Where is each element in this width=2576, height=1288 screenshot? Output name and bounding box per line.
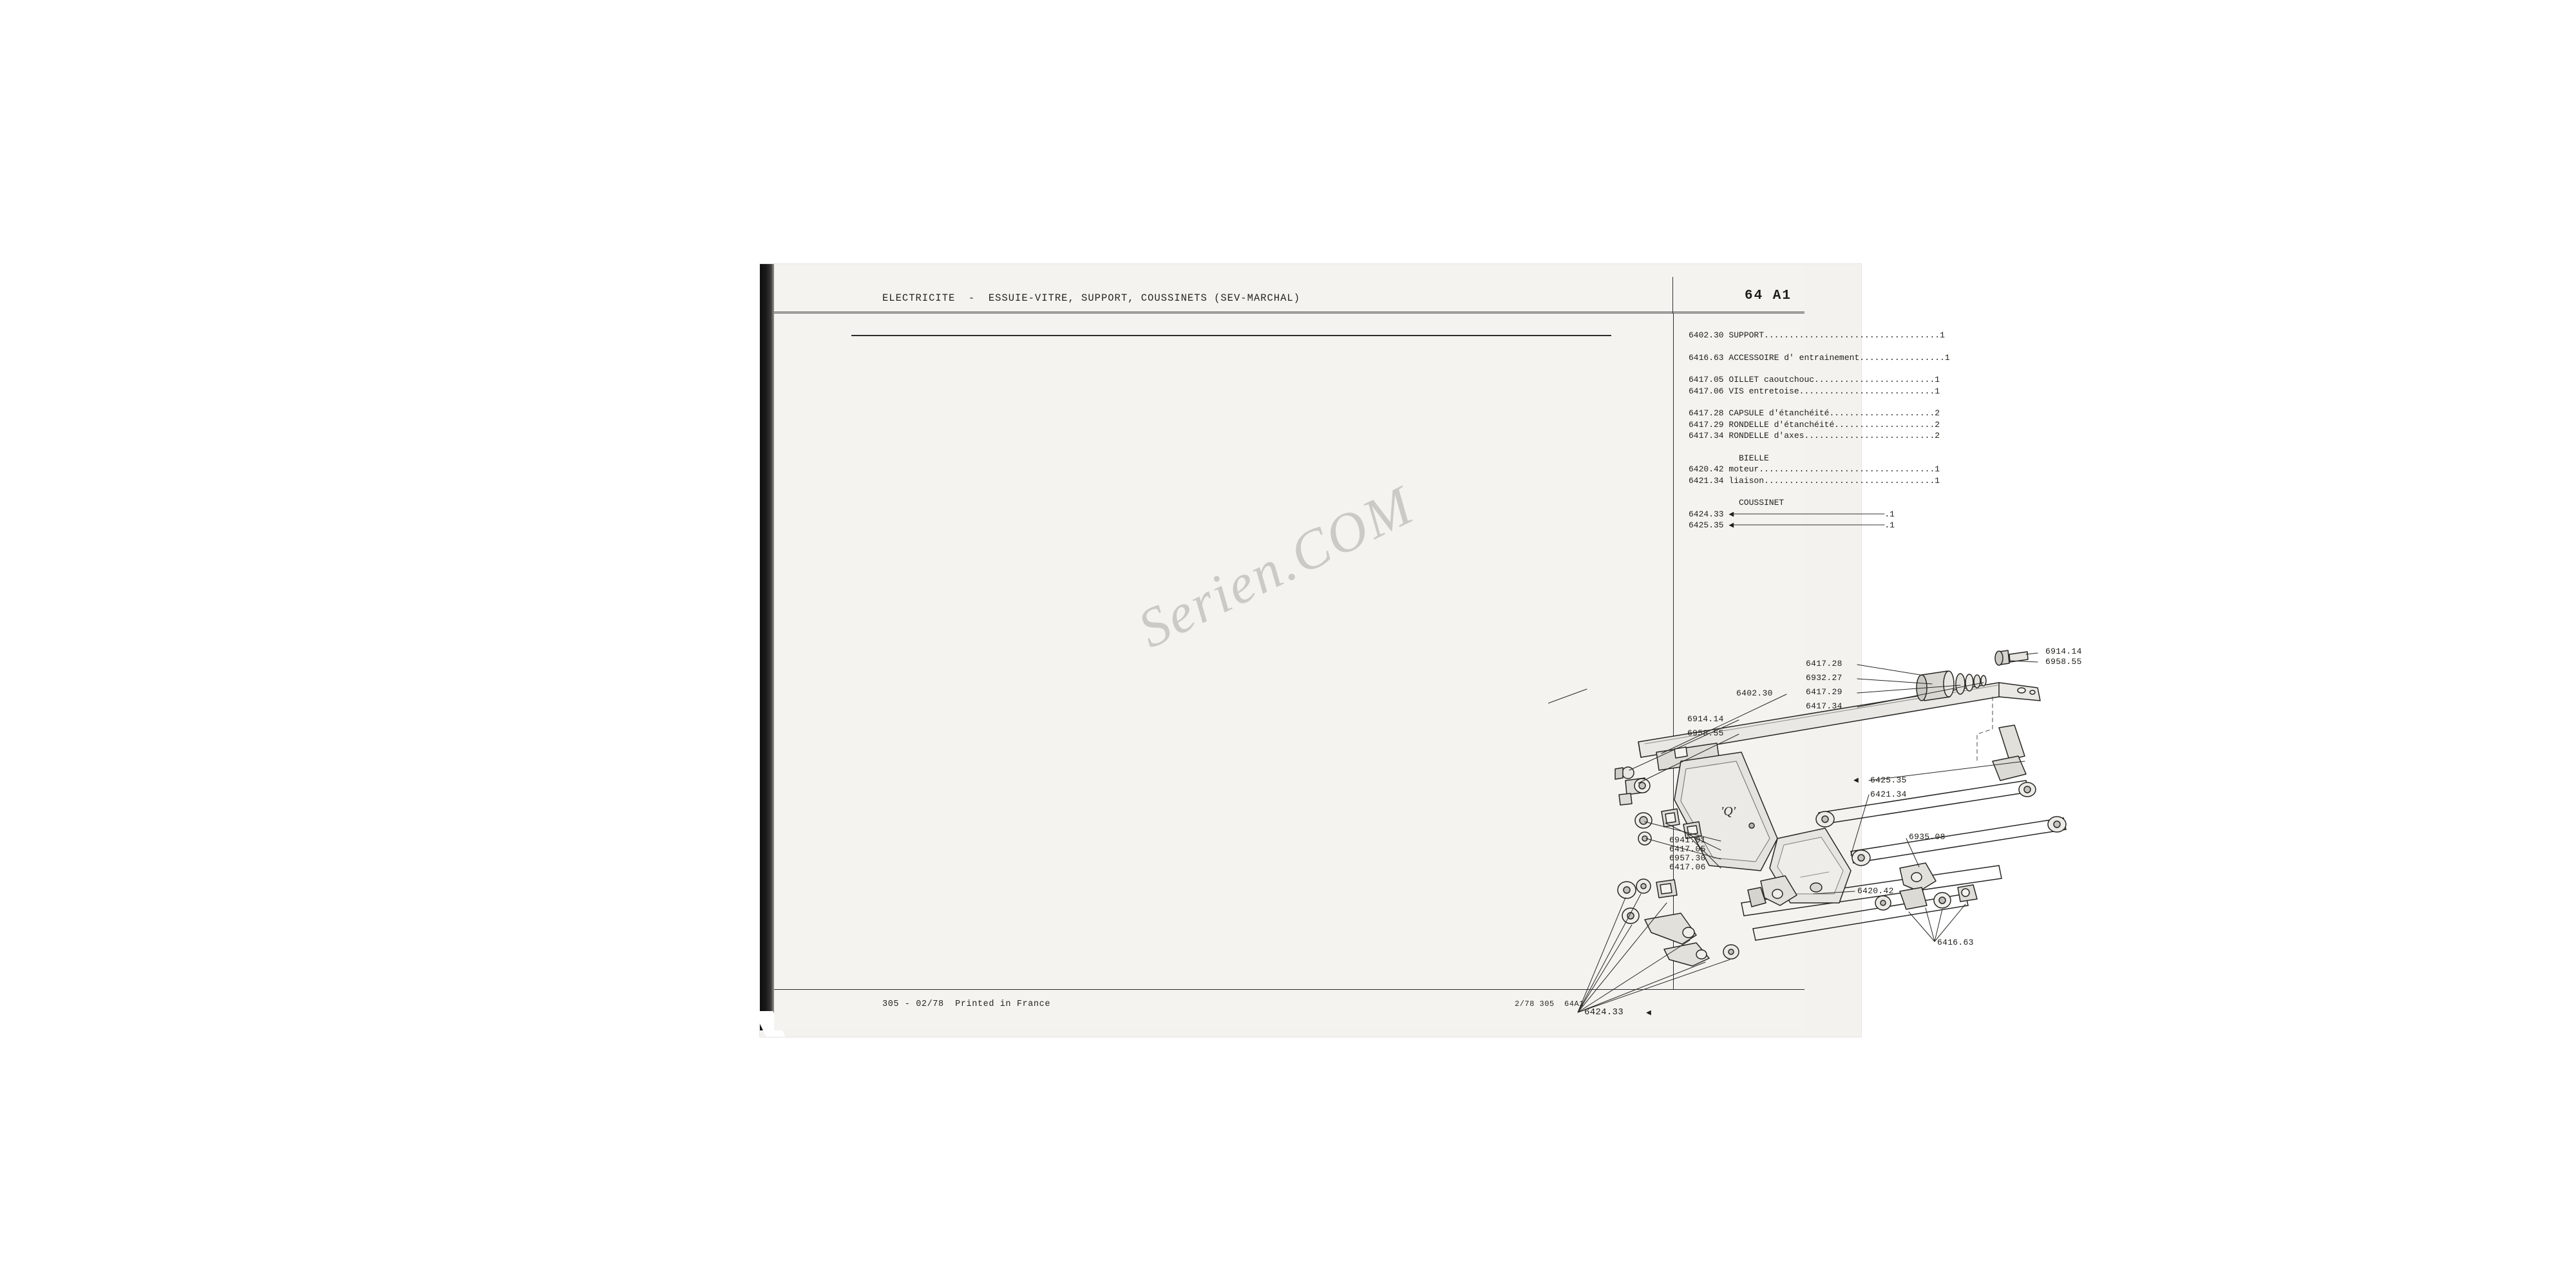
- part-dot-leader: ─────────────────────────────: [1739, 520, 1885, 530]
- part-reference: 6417.34: [1689, 431, 1724, 440]
- label-6421-34: 6421.34: [1870, 790, 1907, 799]
- title-underline-rule: [851, 335, 1611, 336]
- part-dot-leader: ..................................: [1759, 464, 1930, 474]
- part-dot-leader: ...................: [1834, 419, 1930, 430]
- label-6402-30: 6402.30: [1736, 688, 1773, 698]
- part-dot-leader: .......................: [1814, 375, 1930, 384]
- label-6914-14-left: 6914.14: [1687, 714, 1724, 724]
- part-description: CAPSULE d'étanchéité: [1728, 408, 1830, 418]
- diagram-svg: [1548, 568, 2318, 1257]
- part-reference: 6417.06: [1689, 386, 1724, 396]
- part-description: liaison: [1728, 475, 1765, 486]
- part-description: moteur: [1728, 464, 1759, 474]
- label-6425-35: 6425.35: [1870, 775, 1907, 785]
- label-6932-27: 6932.27: [1806, 673, 1842, 683]
- part-dot-leader: .................................: [1764, 475, 1930, 486]
- part-description: ACCESSOIRE d' entrainement: [1728, 352, 1860, 363]
- part-reference: 6425.35: [1689, 520, 1724, 530]
- label-6417-06: 6417.06: [1669, 862, 1706, 872]
- parts-list-row[interactable]: [1689, 330, 1945, 341]
- parts-list: [1689, 330, 1950, 531]
- part-quantity: .1: [1884, 520, 1895, 530]
- header-rule-shadow: [774, 313, 1804, 314]
- footer-print-info: 305 - 02/78 Printed in France: [882, 999, 1051, 1009]
- parts-list-row[interactable]: [1689, 430, 1940, 442]
- parts-list-row[interactable]: [1689, 352, 1950, 364]
- part-quantity: .1: [1929, 475, 1940, 486]
- part-quantity: .1: [1929, 464, 1940, 474]
- part-reference: 6416.63: [1689, 352, 1724, 363]
- part-dot-leader: ─────────────────────────────: [1739, 509, 1885, 519]
- label-6416-63: 6416.63: [1937, 938, 1974, 947]
- part-quantity: .2: [1929, 419, 1940, 430]
- label-6424-33: 6424.33: [1584, 1007, 1624, 1018]
- part-description: OILLET caoutchouc: [1728, 375, 1815, 384]
- part-reference: 6424.33: [1689, 509, 1724, 519]
- part-quantity: .1: [1884, 509, 1895, 519]
- parts-list-row[interactable]: [1689, 509, 1901, 520]
- part-description: RONDELLE d'axes: [1728, 431, 1804, 440]
- label-6958-55-left: 6958.55: [1687, 728, 1724, 738]
- book-binding-edge: [760, 264, 774, 1030]
- part-reference: 6402.30: [1689, 330, 1724, 340]
- part-dot-leader: ..................................: [1764, 330, 1935, 340]
- part-reference: 6417.28: [1689, 408, 1724, 418]
- part-quantity: .2: [1929, 408, 1940, 418]
- page-number-badge: 64 A1: [1744, 289, 1792, 303]
- label-6941-01: 6941.01: [1669, 835, 1706, 845]
- label-6425-35-arrow: ◀: [1853, 775, 1859, 785]
- footer-plate-code: 2/78 305 64A1: [1515, 999, 1584, 1009]
- part-quantity: .2: [1929, 431, 1940, 440]
- header-vertical-separator: [1672, 277, 1673, 313]
- label-6417-05: 6417.05: [1669, 844, 1706, 854]
- part-quantity: .1: [1929, 386, 1940, 396]
- part-description: SUPPORT: [1728, 330, 1765, 340]
- parts-list-row[interactable]: [1689, 374, 1940, 386]
- label-6417-34: 6417.34: [1806, 701, 1842, 711]
- parts-list-group-header: BIELLE: [1739, 453, 1769, 463]
- svg-text:'Q': 'Q': [1721, 804, 1736, 819]
- parts-list-row[interactable]: [1689, 464, 1940, 475]
- label-6935-08: 6935.08: [1909, 832, 1946, 842]
- label-6957-30: 6957.30: [1669, 853, 1706, 863]
- part-reference: 6417.05: [1689, 375, 1724, 384]
- parts-list-spacer: [1689, 341, 1901, 352]
- parts-list-row[interactable]: [1689, 408, 1940, 419]
- parts-list-row[interactable]: [1689, 520, 1901, 531]
- label-6424-33-arrow: ◀: [1646, 1008, 1652, 1018]
- parts-list-spacer: [1689, 486, 1901, 497]
- part-description: VIS entretoise: [1728, 386, 1799, 396]
- part-quantity: .1: [1940, 352, 1950, 363]
- page-header-title: ELECTRICITE - ESSUIE-VITRE, SUPPORT, COUSSINETS (SEV-MARCHAL): [882, 292, 1300, 304]
- part-description: ◀─: [1728, 520, 1739, 530]
- parts-list-spacer: [1689, 363, 1901, 374]
- part-dot-leader: ................: [1859, 352, 1940, 363]
- part-reference: 6421.34: [1689, 475, 1724, 486]
- part-description: ◀─: [1728, 509, 1739, 519]
- label-6420-42: 6420.42: [1857, 886, 1894, 896]
- label-6417-29: 6417.29: [1806, 687, 1842, 697]
- label-6417-28: 6417.28: [1806, 659, 1842, 668]
- part-quantity: .1: [1929, 375, 1940, 384]
- part-dot-leader: ....................: [1829, 408, 1930, 418]
- parts-list-group-header: COUSSINET: [1739, 498, 1785, 507]
- parts-list-row[interactable]: [1689, 419, 1940, 431]
- parts-list-spacer: [1689, 442, 1901, 453]
- parts-list-row[interactable]: [1689, 386, 1940, 397]
- label-6958-55-top: 6958.55: [2045, 657, 2082, 667]
- parts-list-row[interactable]: [1689, 475, 1940, 487]
- page-frame: [774, 265, 2082, 1030]
- parts-list-spacer: [1689, 397, 1901, 408]
- exploded-diagram: [1548, 568, 2318, 1257]
- label-6914-14-top: 6914.14: [2045, 647, 2082, 656]
- part-reference: 6420.42: [1689, 464, 1724, 474]
- part-description: RONDELLE d'étanchéité: [1728, 419, 1835, 430]
- part-reference: 6417.29: [1689, 419, 1724, 430]
- part-quantity: .1: [1935, 330, 1945, 340]
- watermark-text: Serien.COM: [1128, 473, 1423, 660]
- part-dot-leader: ..........................: [1799, 386, 1930, 396]
- part-dot-leader: .........................: [1804, 431, 1930, 440]
